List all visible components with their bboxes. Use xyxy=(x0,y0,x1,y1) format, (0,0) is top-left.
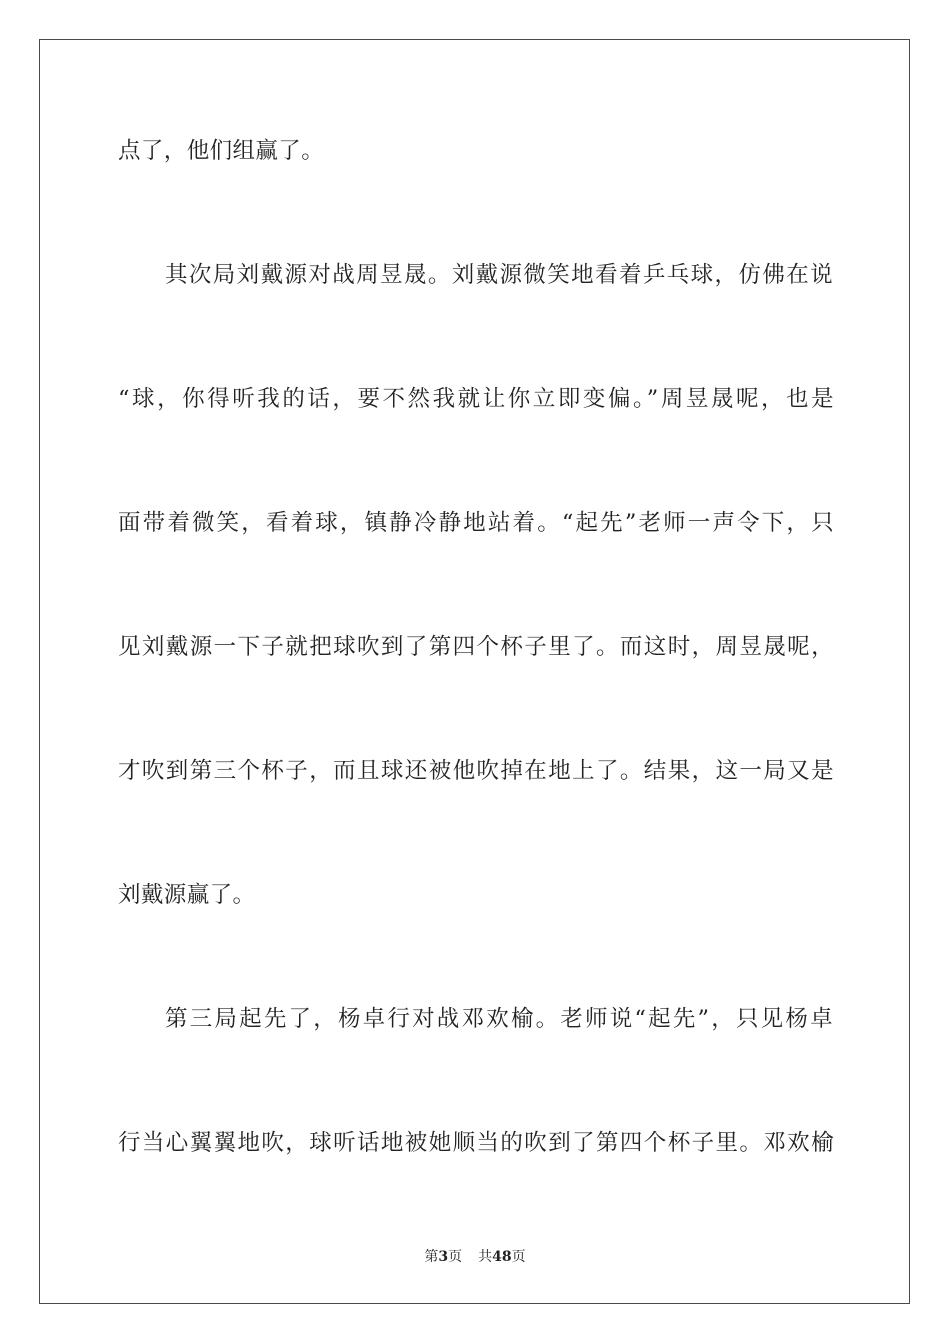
page-border xyxy=(39,39,910,1304)
text-line-8: 第三局起先了，杨卓行对战邓欢榆。老师说“起先”，只见杨卓 xyxy=(165,1006,833,1032)
text-line-2: 其次局刘戴源对战周昱晟。刘戴源微笑地看着乒乓球，仿佛在说 xyxy=(165,262,833,288)
text-line-1: 点了，他们组赢了。 xyxy=(118,138,325,164)
page-number: 3 xyxy=(438,1249,449,1265)
total-pages: 48 xyxy=(492,1249,512,1265)
page-prefix: 第 xyxy=(424,1249,439,1265)
text-line-5: 见刘戴源一下子就把球吹到了第四个杯子里了。而这时，周昱晟呢， xyxy=(118,634,834,660)
page-footer xyxy=(0,1247,950,1267)
text-line-7: 刘戴源赢了。 xyxy=(118,882,256,908)
text-line-4: 面带着微笑，看着球，镇静冷静地站着。“起先”老师一声令下，只 xyxy=(118,510,834,536)
text-line-6: 才吹到第三个杯子，而且球还被他吹掉在地上了。结果，这一局又是 xyxy=(118,758,834,784)
text-line-9: 行当心翼翼地吹，球听话地被她顺当的吹到了第四个杯子里。邓欢榆 xyxy=(118,1130,834,1156)
total-prefix: 共 xyxy=(478,1249,493,1265)
text-line-3: “球，你得听我的话，要不然我就让你立即变偏。”周昱晟呢，也是 xyxy=(118,386,834,412)
page-suffix: 页 xyxy=(448,1249,463,1265)
total-suffix: 页 xyxy=(511,1249,526,1265)
